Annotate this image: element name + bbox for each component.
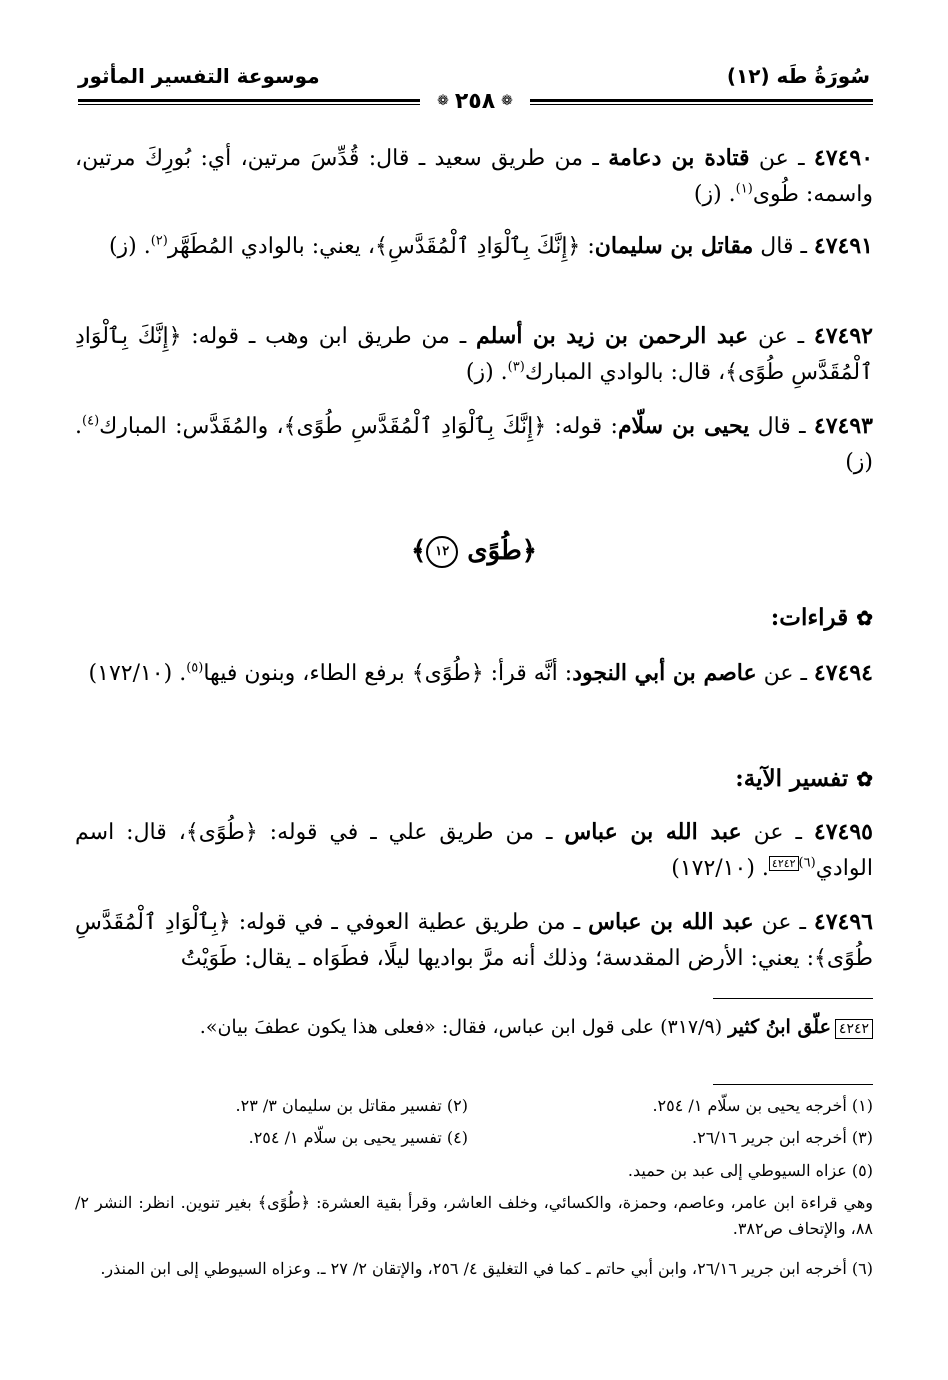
footnote-3: (٣) أخرجه ابن جرير ٢٦/١٦. [692,1128,873,1147]
hadith-entry [75,318,873,391]
hadith-entry [75,228,873,265]
entry-dash: ـ [783,820,814,845]
page-number: ٢٥٨ [454,88,496,114]
section-heading-readings [771,604,873,631]
commentary-rule [713,998,873,999]
entry-number: ٤٧٤٩٠ [813,145,874,171]
commentary-text: (٣١٧/٩) على قول ابن عباس، فقال: «فعلى هذا يكون عطفَ بيان». [199,1016,729,1038]
tafsir-entry [75,814,873,887]
entry-number: ٤٧٤٩٦ [813,909,873,935]
footnote-marker[interactable]: (٤) [82,413,100,429]
reading-entry [75,655,873,692]
entry-dash: ـ [790,414,814,439]
entry-text: ـ من طريق عطية العوفي ـ في قوله: ﴿بِٱلْوَادِ ٱلْمُقَدَّسِ طُوًى﴾: يعني: الأرض المقدسة؛ وذلك أنه مرَّ بواديها ليلًا، فطَوَاه ـ يقال: طَوَيْتُ [75,910,873,971]
footnote-rule [713,1084,873,1085]
entry-end: . (١٧٢/١٠) [88,661,187,686]
entry-number: ٤٧٤٩٣ [813,413,873,439]
entry-text: ـ من طريق سعيد ـ قال: قُدِّسَ مرتين، أي: بُورِكَ مرتين، واسمه: طُوى [75,146,873,207]
entry-text: عن [749,146,789,171]
commentary-reference-box[interactable]: ٤٢٤٢ [769,856,799,871]
tafsir-entry [75,904,873,977]
entry-text: ـ من طريق علي ـ في قوله: ﴿طُوًى﴾، قال: اسم الوادي [75,820,873,881]
footnote-6: (٦) أخرجه ابن جرير ٢٦/١٦، وابن أبي حاتم ـ كما في التغليق ٤/ ٢٥٦، والإتقان ٢/ ٢٧ ـ. وعزاه السيوطي إلى ابن المنذر. [100,1259,873,1278]
narrator-name: مقاتل بن سليمان [594,233,754,259]
entry-text: عن [753,910,792,935]
footnote-marker[interactable]: (٢) [150,233,168,249]
entry-dash: ـ [788,146,814,171]
hadith-entry [75,140,873,213]
entry-text: : قوله: ﴿إِنَّكَ بِٱلْوَادِ ٱلْمُقَدَّسِ طُوًى﴾، والمُقَدَّس: المبارك [99,414,618,439]
entry-end: . (١٧٢/١٠) [671,856,769,881]
entry-text: ـ من طريق ابن وهب ـ قوله: ﴿إِنَّكَ بِٱلْوَادِ ٱلْمُقَدَّسِ طُوًى﴾، قال: بالوادي المبارك [75,324,873,385]
entry-text: عن [748,324,788,349]
page-number-box [420,88,530,114]
commentary-note [75,1012,873,1042]
entry-end: . (ز) [108,234,151,259]
ayah-heading [0,536,948,568]
ayah-bracket-close: ﴾ [410,536,427,566]
footnote-marker[interactable]: (٦) [798,855,816,871]
entry-end: . (ز) [75,414,873,475]
flower-ornament-icon: ✿ [856,767,873,791]
entry-text: عن [741,820,784,845]
entry-text: : أنَّه قرأ: ﴿طُوًى﴾ برفع الطاء، وبنون فيها [203,661,573,686]
section-heading-tafsir [735,765,873,792]
footnote-2: (٢) تفسير مقاتل بن سليمان ٣/ ٢٣. [235,1096,468,1115]
ornament-icon: ❁ [437,93,449,109]
footnote-marker[interactable]: (١) [735,181,753,197]
entry-number: ٤٧٤٩٤ [813,660,873,686]
ayah-bracket-open: ﴿ [521,536,537,566]
ornament-icon: ❁ [501,93,513,109]
entry-text: قال [749,414,791,439]
commentary-reference-box: ٤٢٤٢ [835,1019,873,1039]
narrator-name: عبد الرحمن بن زيد بن أسلم [476,323,749,349]
footnote-5-continued: وهي قراءة ابن عامر، وعاصم، وحمزة، والكسائي، وخلف العاشر، وقرأ بقية العشرة: ﴿طُوًى﴾ بغير تنوين. انظر: النشر ٢/ ٨٨، والإتحاف ص٣٨٢. [75,1193,873,1238]
entry-text: عن [756,661,794,686]
narrator-name: يحيى بن سلّام [617,413,750,439]
entry-dash: ـ [787,324,814,349]
entry-text: : ﴿إِنَّكَ بِٱلْوَادِ ٱلْمُقَدَّسِ﴾، يعني: بالوادي المُطَهَّر [167,234,595,259]
commentary-author: علّق ابنُ كثير [728,1016,831,1038]
entry-end: . (ز) [465,360,508,385]
hadith-entry [75,408,873,481]
footnote-marker[interactable]: (٥) [186,660,204,676]
narrator-name: عاصم بن أبي النجود [572,660,757,686]
footnote-4: (٤) تفسير يحيى بن سلّام ١/ ٢٥٤. [248,1128,468,1147]
narrator-name: قتادة بن دعامة [608,145,750,171]
entry-end: . (ز) [693,182,736,207]
entry-text: قال [753,234,794,259]
flower-ornament-icon: ✿ [856,606,873,630]
narrator-name: عبد الله بن عباس [564,819,742,845]
entry-number: ٤٧٤٩١ [813,233,873,259]
ayah-text: طُوًى [467,536,522,566]
narrator-name: عبد الله بن عباس [588,909,754,935]
footnote-1: (١) أخرجه يحيى بن سلّام ١/ ٢٥٤. [652,1096,873,1115]
entry-dash: ـ [793,234,814,259]
entry-dash: ـ [791,910,814,935]
entry-dash: ـ [793,661,814,686]
section-title: تفسير الآية: [735,765,849,792]
entry-number: ٤٧٤٩٥ [813,819,873,845]
entry-number: ٤٧٤٩٢ [813,323,873,349]
section-title: قراءات: [770,604,849,631]
footnote-5: (٥) عزاه السيوطي إلى عبد بن حميد. [627,1161,873,1180]
running-header-book-title: موسوعة التفسير المأثور [78,64,320,88]
footnote-marker[interactable]: (٣) [507,359,525,375]
ayah-number-badge: ١٢ [426,536,458,568]
running-header-surah: سُورَةُ طَه (١٢) [726,64,870,88]
